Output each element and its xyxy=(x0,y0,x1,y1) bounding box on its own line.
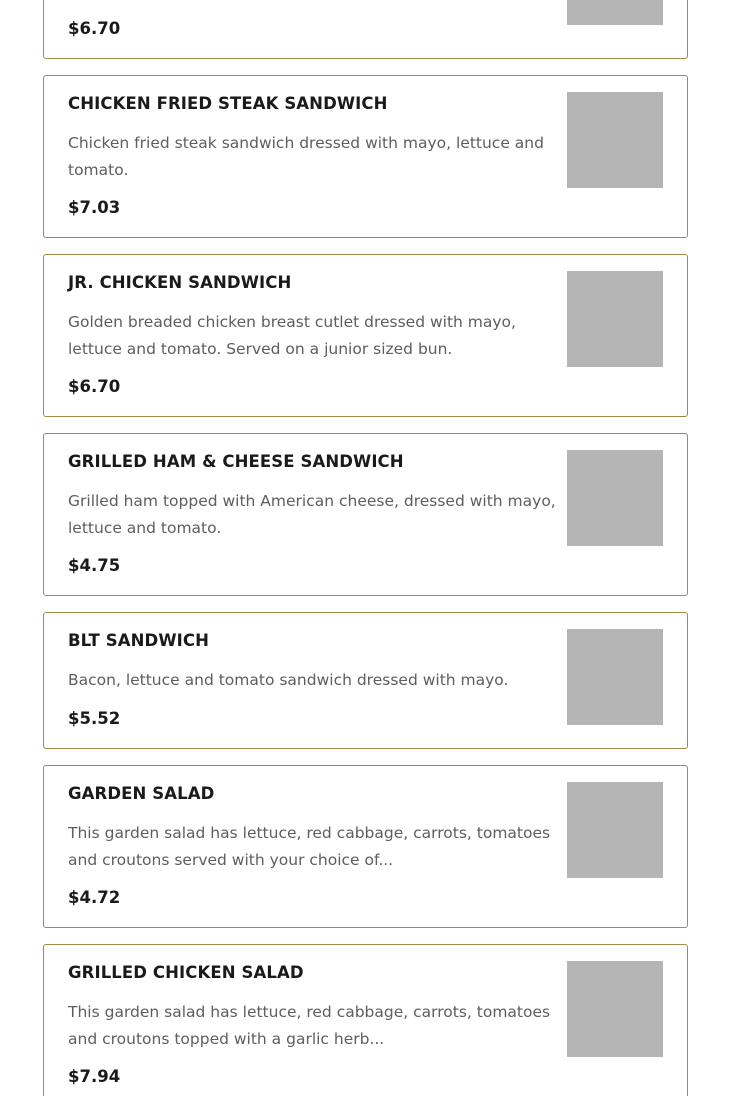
menu-item-text xyxy=(68,782,558,873)
menu-item-image xyxy=(567,271,663,367)
menu-item-card[interactable] xyxy=(43,944,688,1096)
menu-item-text xyxy=(68,92,558,183)
menu-item-name: GRILLED HAM & CHEESE SANDWICH xyxy=(68,452,404,471)
menu-item-price: $4.72 xyxy=(68,888,121,907)
menu-item-text xyxy=(68,0,558,2)
menu-item-text xyxy=(68,450,558,541)
menu-item-card[interactable] xyxy=(43,75,688,238)
menu-item-image xyxy=(567,961,663,1057)
menu-item-price: $6.70 xyxy=(68,377,121,396)
menu-item-name: GARDEN SALAD xyxy=(68,784,215,803)
menu-item-text xyxy=(68,271,558,362)
menu-item-description: Grilled ham topped with American cheese, dressed with mayo, lettuce and tomato. xyxy=(68,492,556,537)
menu-item-name: GRILLED CHICKEN SALAD xyxy=(68,963,304,982)
menu-item-name: CHICKEN FRIED STEAK SANDWICH xyxy=(68,94,388,113)
menu-item-card[interactable] xyxy=(43,612,688,749)
menu-item-price: $5.52 xyxy=(68,709,121,728)
menu-item-image xyxy=(567,92,663,188)
menu-item-card[interactable] xyxy=(43,0,688,59)
menu-item-text xyxy=(68,961,558,1052)
menu-item-text xyxy=(68,629,558,694)
menu-item-name: JR. CHICKEN SANDWICH xyxy=(68,273,292,292)
menu-item-image xyxy=(567,0,663,25)
menu-item-card[interactable] xyxy=(43,433,688,596)
menu-item-price: $6.70 xyxy=(68,19,121,38)
menu-item-price: $4.75 xyxy=(68,556,121,575)
menu-item-description: This garden salad has lettuce, red cabbage, carrots, tomatoes and croutons served with your choice of... xyxy=(68,824,551,869)
menu-item-card[interactable] xyxy=(43,254,688,417)
menu-item-description: Golden breaded chicken breast cutlet dressed with mayo, lettuce and tomato. Served on a junior sized bun. xyxy=(68,313,516,358)
menu-item-description xyxy=(68,0,558,2)
menu-item-card[interactable] xyxy=(43,765,688,928)
menu-item-image xyxy=(567,450,663,546)
menu-item-image xyxy=(567,782,663,878)
menu-item-price: $7.94 xyxy=(68,1067,121,1086)
menu-item-description: Chicken fried steak sandwich dressed with mayo, lettuce and tomato. xyxy=(68,134,544,179)
menu-item-price: $7.03 xyxy=(68,198,121,217)
menu-item-description: Bacon, lettuce and tomato sandwich dressed with mayo. xyxy=(68,671,509,689)
menu-item-image xyxy=(567,629,663,725)
menu-item-description: This garden salad has lettuce, red cabbage, carrots, tomatoes and croutons topped with a garlic herb... xyxy=(68,1003,551,1048)
menu-item-list xyxy=(43,0,688,1096)
menu-item-name: BLT SANDWICH xyxy=(68,631,209,650)
